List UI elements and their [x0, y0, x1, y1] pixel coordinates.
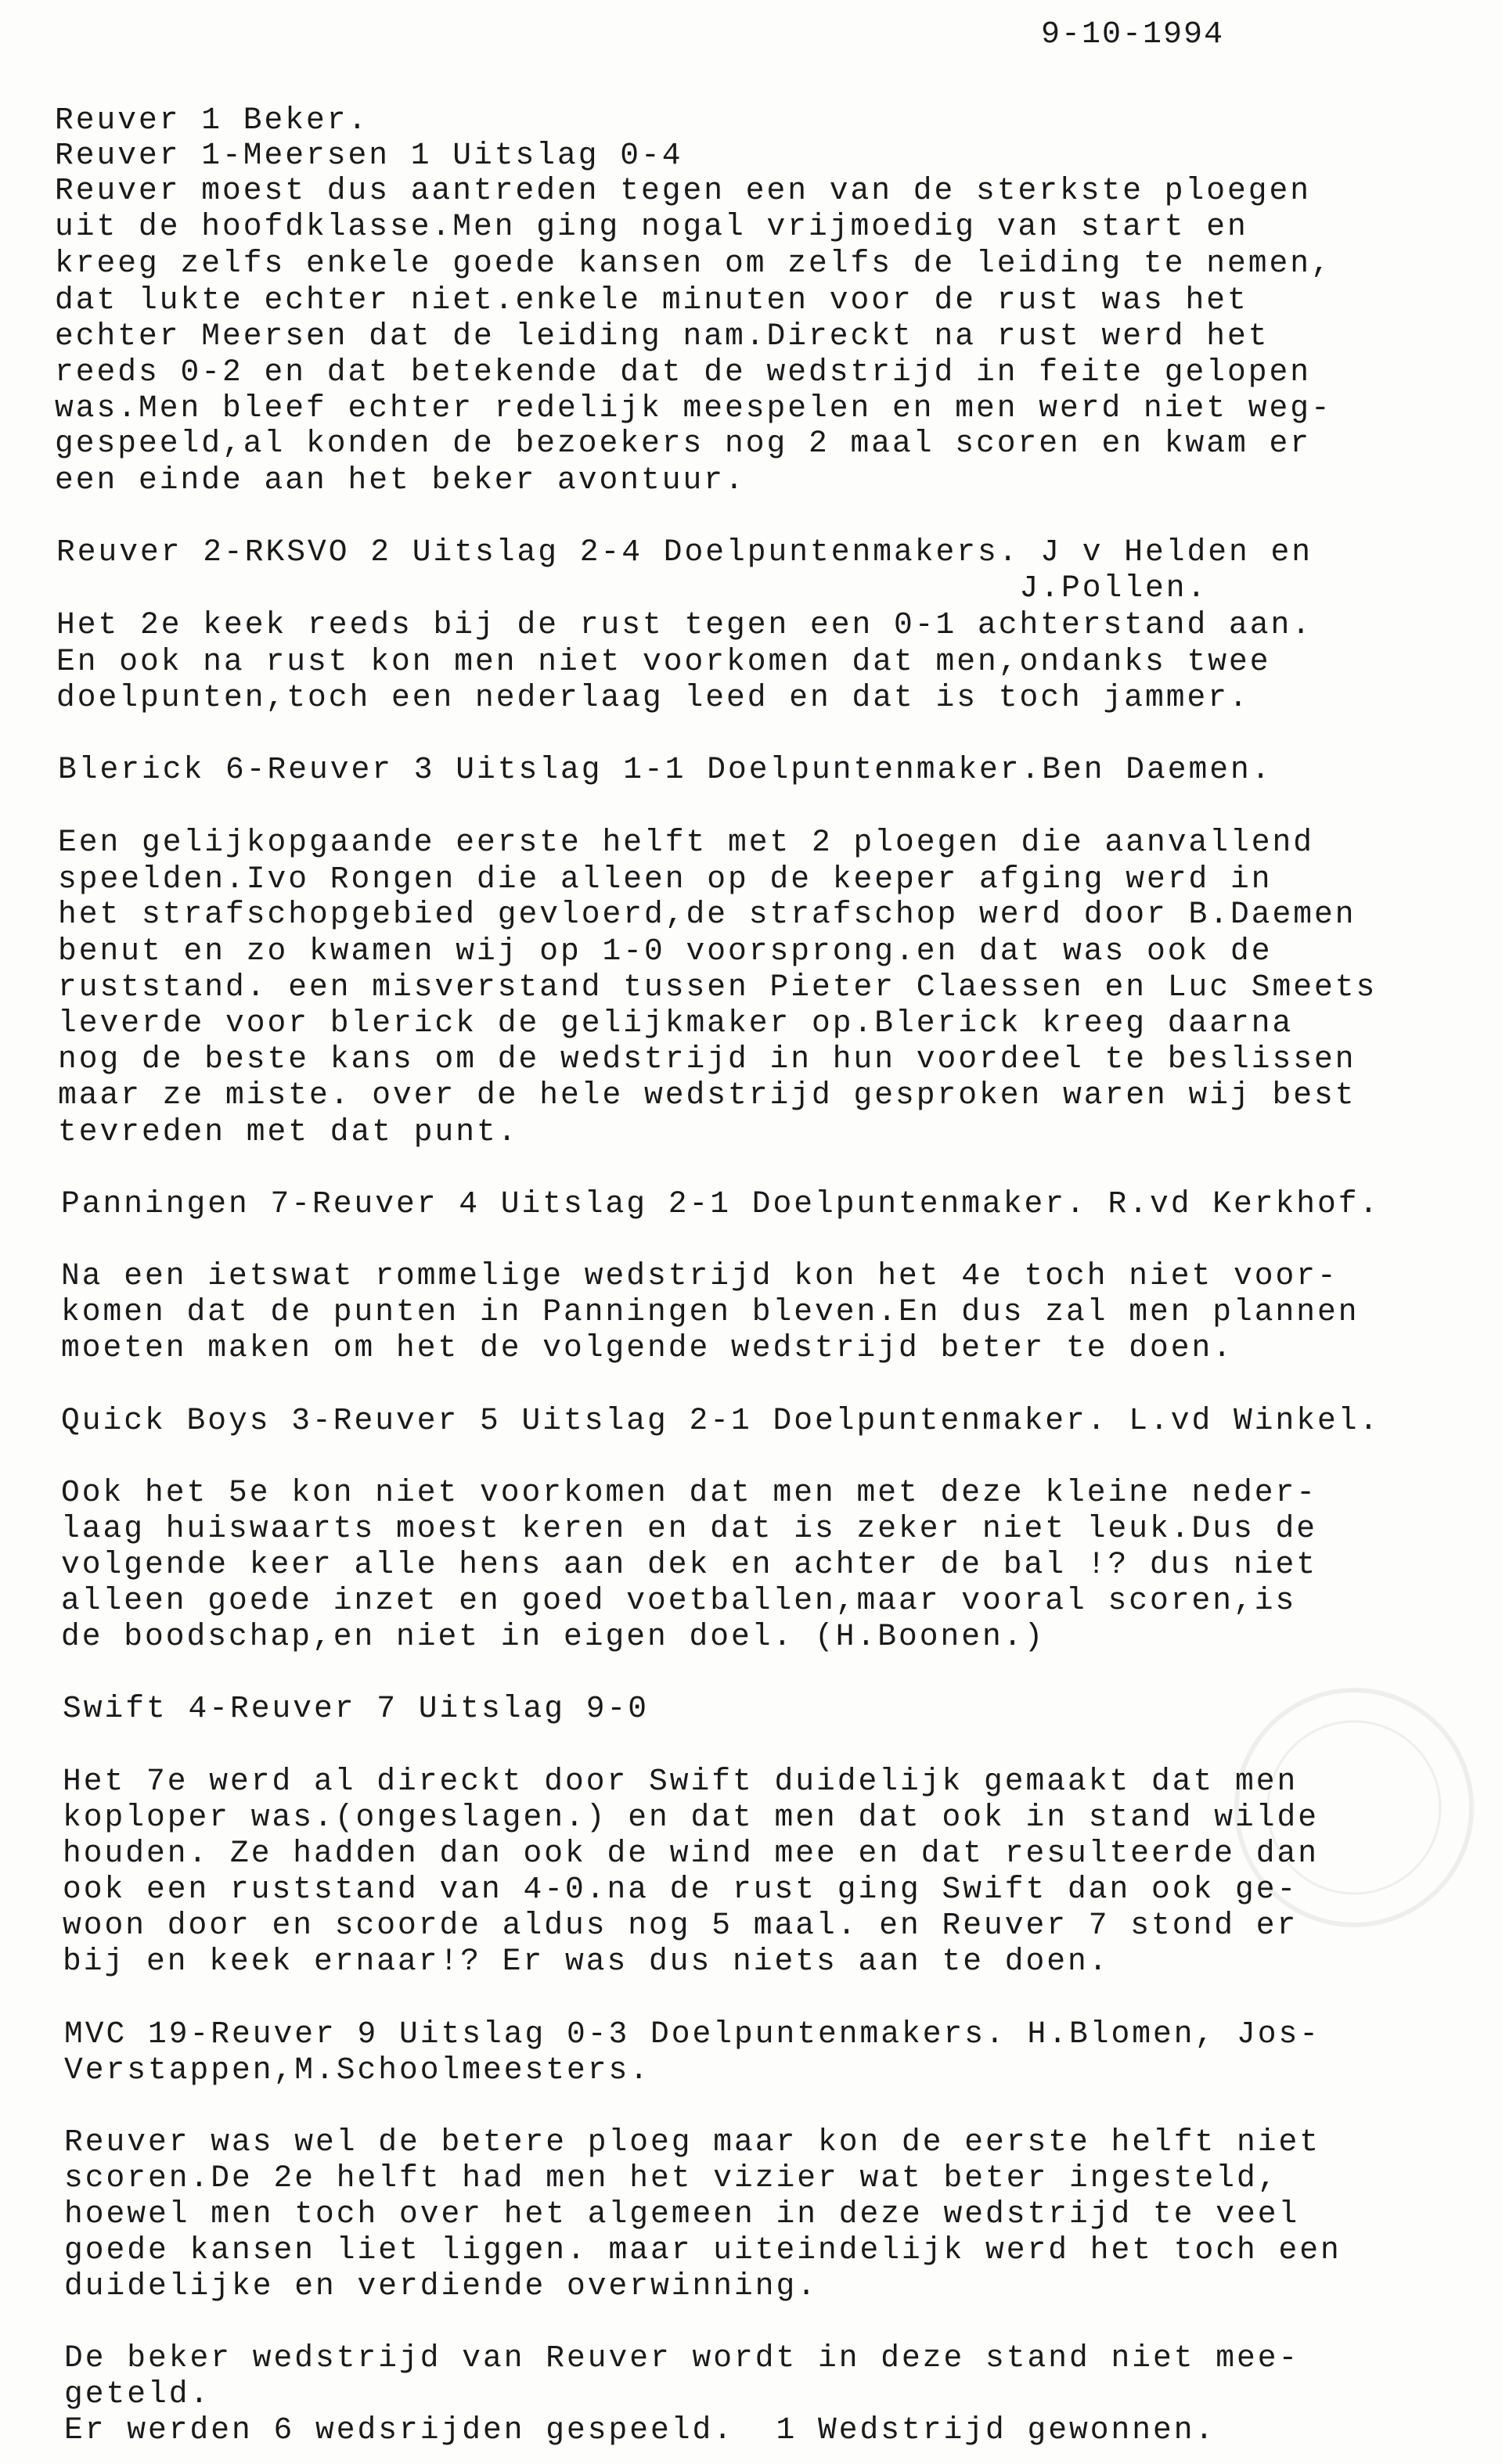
text-line: alleen goede inzet en goed voetballen,maar vooral scoren,is [61, 1583, 1297, 1618]
text-line: woon door en scoorde aldus nog 5 maal. en Reuver 7 stond er [63, 1908, 1298, 1943]
text-line: kreeg zelfs enkele goede kansen om zelfs de leiding te nemen, [55, 246, 1332, 281]
text-line: Een gelijkopgaande eerste helft met 2 ploegen die aanvallend [58, 825, 1315, 860]
text-line: Het 7e werd al direckt door Swift duidelijk gemaakt dat men [63, 1764, 1298, 1799]
text-line: Na een ietswat rommelige wedstrijd kon het 4e toch niet voor- [61, 1258, 1338, 1293]
match-heading: Swift 4-Reuver 7 Uitslag 9-0 [63, 1691, 650, 1726]
match-heading: Quick Boys 3-Reuver 5 Uitslag 2-1 Doelpuntenmaker. L.vd Winkel. [61, 1403, 1381, 1438]
match-heading: Panningen 7-Reuver 4 Uitslag 2-1 Doelpuntenmaker. R.vd Kerkhof. [61, 1186, 1381, 1221]
text-line: goede kansen liet liggen. maar uiteindelijk werd het toch een [64, 2232, 1342, 2268]
text-line: de boodschap,en niet in eigen doel. (H.Boonen.) [61, 1619, 1046, 1654]
text-line: benut en zo kwamen wij op 1-0 voorsprong.en dat was ook de [58, 933, 1273, 969]
text-line: komen dat de punten in Panningen bleven.En dus zal men plannen [61, 1294, 1360, 1329]
text-line: Het 2e keek reeds bij de rust tegen een 0-1 achterstand aan. [56, 607, 1313, 642]
text-line: ruststand. een misverstand tussen Pieter Claessen en Luc Smeets [58, 969, 1378, 1005]
text-line: uit de hoofdklasse.Men ging nogal vrijmoedig van start en [55, 209, 1248, 244]
text-line: hoewel men toch over het algemeen in deze wedstrijd te veel [64, 2196, 1300, 2232]
text-line: tevreden met dat punt. [58, 1114, 519, 1149]
text-line: laag huiswaarts moest keren en dat is zeker niet leuk.Dus de [61, 1511, 1318, 1546]
text-line: geteld. [64, 2376, 211, 2412]
text-line: En ook na rust kon men niet voorkomen dat men,ondanks twee [56, 644, 1271, 679]
text-line: Verstappen,M.Schoolmeesters. [64, 2052, 651, 2088]
text-line: het strafschopgebied gevloerd,de strafschop werd door B.Daemen [58, 897, 1356, 932]
text-line: maar ze miste. over de hele wedstrijd gesproken waren wij best [58, 1077, 1356, 1113]
match-heading: Blerick 6-Reuver 3 Uitslag 1-1 Doelpuntenmaker.Ben Daemen. [58, 752, 1273, 787]
text-line: Reuver 1 Beker. [55, 103, 369, 138]
text-line: J.Pollen. [56, 570, 1208, 606]
text-line: koploper was.(ongeslagen.) en dat men dat ook in stand wilde [63, 1800, 1320, 1835]
text-line: nog de beste kans om de wedstrijd in hun voordeel te beslissen [58, 1041, 1356, 1077]
text-line: speelden.Ivo Rongen die alleen op de keeper afging werd in [58, 862, 1273, 897]
text-line: Reuver moest dus aantreden tegen een van de sterkste ploegen [55, 173, 1312, 208]
text-line: ook een ruststand van 4-0.na de rust ging Swift dan ook ge- [63, 1872, 1298, 1907]
text-line: reeds 0-2 en dat betekende dat de wedstrijd in feite gelopen [55, 354, 1312, 390]
text-line: Ook het 5e kon niet voorkomen dat men met deze kleine neder- [61, 1475, 1318, 1510]
text-line: De beker wedstrijd van Reuver wordt in deze stand niet mee- [64, 2340, 1300, 2376]
text-line: gespeeld,al konden de bezoekers nog 2 maal scoren en kwam er [55, 426, 1312, 461]
text-line: moeten maken om het de volgende wedstrijd beter te doen. [61, 1330, 1234, 1365]
text-line: scoren.De 2e helft had men het vizier wat beter ingesteld, [64, 2160, 1279, 2196]
text-line: duidelijke en verdiende overwinning. [64, 2268, 819, 2304]
text-line: leverde voor blerick de gelijkmaker op.Blerick kreeg daarna [58, 1005, 1294, 1041]
text-line: volgende keer alle hens aan dek en achter de bal !? dus niet [61, 1547, 1318, 1582]
text-line: echter Meersen dat de leiding nam.Direckt na rust werd het [55, 318, 1270, 354]
text-line: Reuver was wel de betere ploeg maar kon de eerste helft niet [64, 2124, 1321, 2160]
document-date: 9-10-1994 [1041, 17, 1225, 52]
match-heading: MVC 19-Reuver 9 Uitslag 0-3 Doelpuntenmakers. H.Blomen, Jos- [64, 2016, 1321, 2052]
text-line: dat lukte echter niet.enkele minuten voor de rust was het [55, 282, 1248, 318]
text-line: Reuver 1-Meersen 1 Uitslag 0-4 [55, 138, 683, 173]
text-line: houden. Ze hadden dan ook de wind mee en dat resulteerde dan [63, 1836, 1320, 1871]
text-line: bij en keek ernaar!? Er was dus niets aan te doen. [63, 1944, 1110, 1979]
text-line: was.Men bleef echter redelijk meespelen en men werd niet weg- [55, 390, 1332, 426]
text-line: Er werden 6 wedsrijden gespeeld. 1 Wedstrijd gewonnen. [64, 2412, 1216, 2448]
text-line: doelpunten,toch een nederlaag leed en dat is toch jammer. [56, 680, 1250, 715]
text-line: een einde aan het beker avontuur. [55, 462, 746, 498]
match-heading: Reuver 2-RKSVO 2 Uitslag 2-4 Doelpuntenmakers. J v Helden en [56, 534, 1313, 570]
